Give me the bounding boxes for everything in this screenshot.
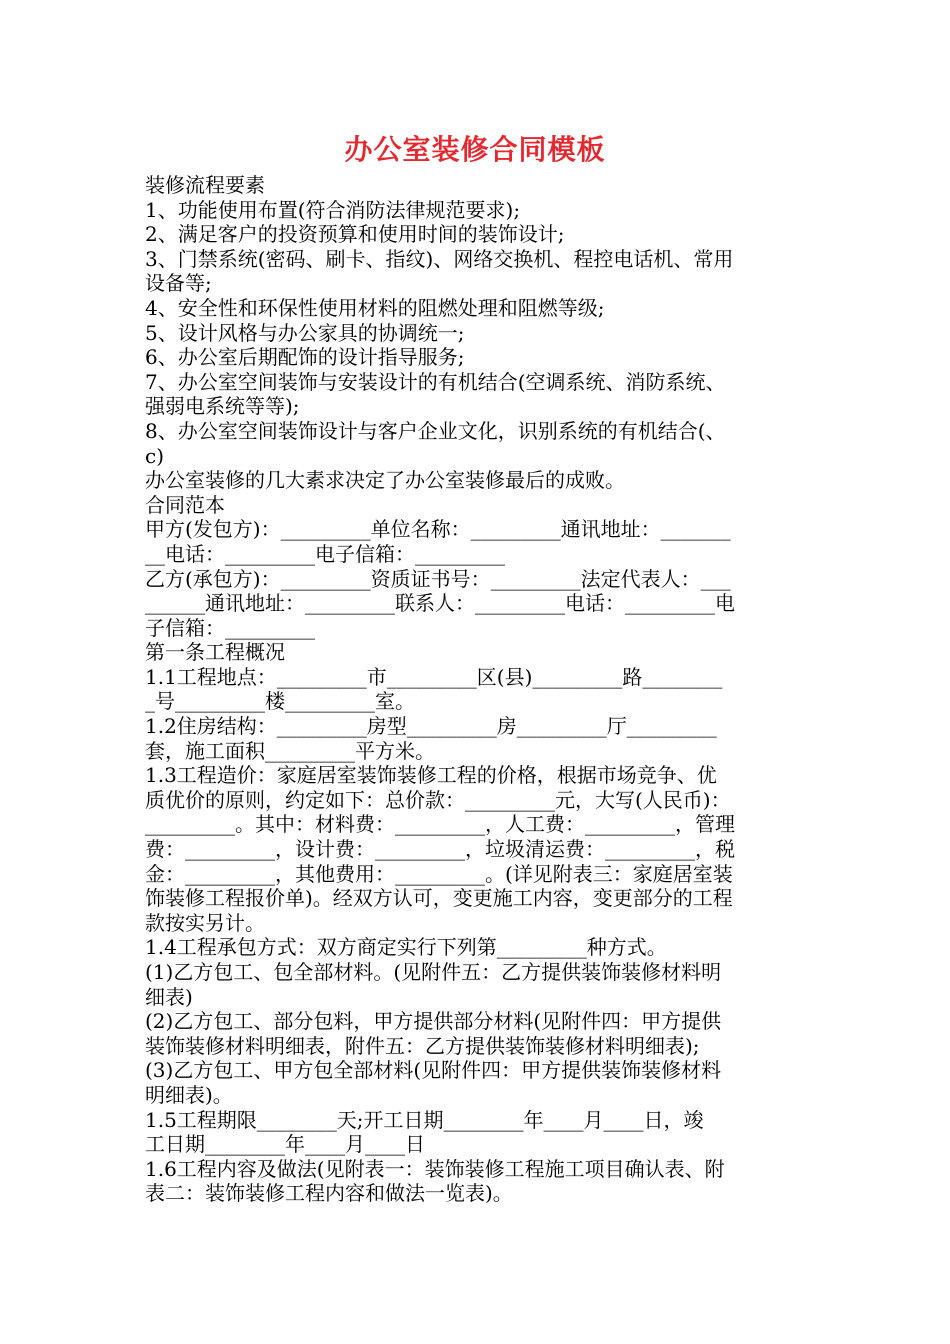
paragraph-line: 工日期________年____月____日: [145, 1132, 425, 1157]
document-body: [145, 173, 810, 1206]
document-title: 办公室装修合同模板: [344, 133, 606, 166]
paragraph-line: 质优价的原则，约定如下：总价款：_________元，大写(人民币)：: [145, 787, 731, 812]
paragraph-line: 1.3工程造价：家庭居室装饰装修工程的价格，根据市场竞争、优: [145, 763, 717, 788]
paragraph-line: 6、办公室后期配饰的设计指导服务;: [145, 345, 465, 370]
paragraph-line: 1.6工程内容及做法(见附表一：装饰装修工程施工项目确认表、附: [145, 1156, 725, 1181]
paragraph-line: 表二：装饰装修工程内容和做法一览表)。: [145, 1181, 513, 1206]
paragraph-line: 装修流程要素: [145, 173, 265, 197]
paragraph-line: 7、办公室空间装饰与安装设计的有机结合(空调系统、消防系统、: [145, 369, 726, 394]
paragraph-line: 5、设计风格与办公家具的协调统一;: [145, 320, 465, 345]
paragraph-line: 2、满足客户的投资预算和使用时间的装饰设计;: [145, 222, 565, 247]
paragraph-line: 第一条工程概况: [145, 640, 285, 665]
paragraph-line: 装饰装修材料明细表，附件五：乙方提供装饰装修材料明细表);: [145, 1033, 700, 1058]
paragraph-line: 子信箱：_________: [145, 615, 315, 640]
paragraph-line: 1.1工程地点：_________市_________区(县)_________路________: [145, 664, 723, 689]
paragraph-line: 款按实另计。: [145, 910, 265, 935]
paragraph-line: 1.5工程期限________天;开工日期________年____月____日，竣: [145, 1107, 704, 1132]
paragraph-line: 费：_________，设计费：_________，垃圾清运费：_________，税: [145, 837, 735, 862]
paragraph-line: c): [145, 443, 165, 468]
paragraph-line: 合同范本: [145, 492, 225, 517]
paragraph-line: 1.2住房结构：_________房型_________房_________厅_________: [145, 714, 717, 739]
paragraph-line: ______通讯地址：_________联系人：_________电话：_________电: [145, 591, 735, 616]
paragraph-line: 设备等;: [145, 271, 212, 296]
paragraph-line: 乙方(承包方)：_________资质证书号：_________法定代表人：___: [145, 566, 731, 591]
paragraph-line: 1.4工程承包方式：双方商定实行下列第_________种方式。: [145, 935, 667, 960]
paragraph-line: 3、门禁系统(密码、刷卡、指纹)、网络交换机、程控电话机、常用: [145, 246, 734, 271]
paragraph-line: 金：_________，其他费用：_________。(详见附表三：家庭居室装: [145, 861, 733, 886]
paragraph-line: 4、安全性和环保性使用材料的阻燃处理和阻燃等级;: [145, 295, 605, 320]
paragraph-line: 细表): [145, 984, 193, 1009]
paragraph-line: _号_________楼_________室。: [145, 689, 415, 714]
paragraph-line: 1、功能使用布置(符合消防法律规范要求);: [145, 197, 521, 222]
paragraph-line: 套，施工面积_________平方米。: [145, 738, 435, 763]
paragraph-line: 明细表)。: [145, 1082, 233, 1107]
paragraph-line: (3)乙方包工、甲方包全部材料(见附件四：甲方提供装饰装修材料: [145, 1058, 722, 1083]
paragraph-line: 饰装修工程报价单)。经双方认可，变更施工内容，变更部分的工程: [145, 886, 733, 911]
paragraph-line: (1)乙方包工、包全部材料。(见附件五：乙方提供装饰装修材料明: [145, 960, 722, 984]
paragraph-line: __电话：_________电子信箱：_________: [145, 541, 505, 566]
paragraph-line: 8、办公室空间装饰设计与客户企业文化，识别系统的有机结合(、: [145, 418, 726, 443]
paragraph-line: 甲方(发包方)：_________单位名称：_________通讯地址：_______: [145, 517, 731, 542]
paragraph-line: 办公室装修的几大素求决定了办公室装修最后的成败。: [145, 468, 625, 493]
paragraph-line: (2)乙方包工、部分包料，甲方提供部分材料(见附件四：甲方提供: [145, 1009, 722, 1034]
paragraph-line: 强弱电系统等等);: [145, 394, 300, 419]
paragraph-line: _________。其中：材料费：_________，人工费：_________，管理: [145, 812, 735, 837]
